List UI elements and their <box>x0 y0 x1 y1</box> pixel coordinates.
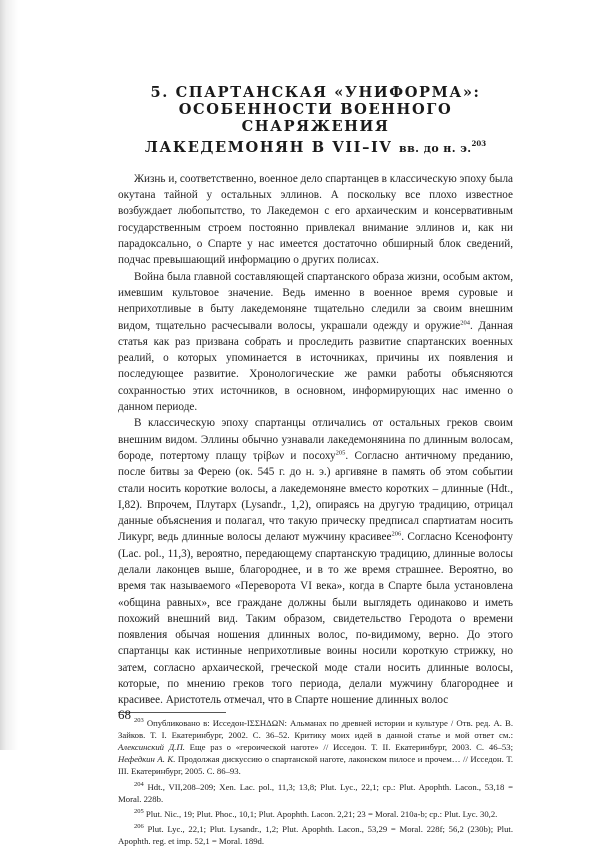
footnote-number-204: 204 <box>134 780 144 788</box>
paragraph-3-part-a: В классическую эпоху спартанцы отличались от остальных греков своим внешним видом. Эллины обычно узнавали лакедемонянина по длинным волосам, бороде, потертому плащу τρίβων и посоху <box>118 417 513 462</box>
article-body <box>118 171 513 709</box>
footnote-divider <box>118 712 226 713</box>
footnote-203 <box>118 717 513 778</box>
heading-line-3-main: ЛАКЕДЕМОНЯН В VII–IV <box>144 138 393 156</box>
footnote-204-text: Hdt., VII,208–209; Xen. Lac. pol., 11,3; 13,8; Plut. Lyc., 22,1; ср.: Plut. Apophth. Lacon., 53,18 = Moral. 228b. <box>118 781 514 804</box>
footnote-number-205: 205 <box>134 808 144 816</box>
footnote-205-text: Plut. Nic., 19; Plut. Phoc., 10,1; Plut. Apophth. Lacon. 2,21; 23 = Moral. 210a-b; ср.: Plut. Lyc. 30,2. <box>145 809 498 820</box>
footnote-206-text: Plut. Lyc., 22,1; Plut. Lysandr., 1,2; Plut. Apophth. Lacon., 53,29 = Moral. 228f; 56,2 (230b); Plut. Apophth. reg. et imp. 52,1 = Moral. 189d. <box>118 824 513 847</box>
footnote-206 <box>118 823 513 847</box>
paragraph-3-part-c: . Согласно Ксенофонту (Lac. pol., 11,3), вероятно, передающему спартанскую традицию, длинные волосы делали лаконцев выше, благороднее, и в то же время страшнее. Вероятно, во время так называемого «Переворота VI века», когда в Спарте была установлена «община равных», все граждане должны были выглядеть одинаково и иметь похожий внешний вид. Таким образом, свидетельство Геродота о времени появления обычая ношения длинных волос, по-видимому, верно. До этого спартанцы как истинные неприхотливые воины носили короткую стрижку, но затем, согласно архаической, греческой моде стали носить длинные волосы, которые, по мнению греков того периода, делали мужчину благороднее и красивее. Аристотель отмечал, что в Спарте ношение длинных волос <box>118 531 514 707</box>
footnote-204 <box>118 781 513 805</box>
chapter-heading <box>118 84 513 157</box>
footnotes <box>118 717 513 848</box>
paragraph-2-part-a: Война была главной составляющей спартанского образа жизни, особым актом, имевшим культовое значение. Ведь именно в военное время суровые и неприхотливые в быту лакедемоняне тщательно следили за своим внешним видом, тщательно расчесывали волосы, украшали одежду и оружие <box>118 270 513 332</box>
footnote-203-author-2: Нефедкин А. К. <box>118 754 176 765</box>
footnote-203-author-1: Алексинский Д.П. <box>118 742 185 753</box>
heading-line-1: 5. СПАРТАНСКАЯ «УНИФОРМА»: <box>150 84 481 101</box>
heading-line-2: ОСОБЕННОСТИ ВОЕННОГО СНАРЯЖЕНИЯ <box>178 101 453 135</box>
heading-footnote-ref: 203 <box>471 139 487 148</box>
heading-line-3 <box>118 135 513 157</box>
paragraph-2 <box>118 269 513 416</box>
footnote-205 <box>118 808 513 820</box>
footnote-ref-206: 206 <box>391 530 402 538</box>
footnote-number-203: 203 <box>134 716 144 724</box>
footnote-203-text-c: Еще раз о «героической наготе» // Исседон. Т. II. Екатеринбург, 2003. С. 46–53; <box>184 742 513 753</box>
footnote-203-text-e: Продолжая дискуссию о спартанской наготе, лаконском пилосе и прочем… // Исседон. Т. III. Екатеринбург, 2005. С. 86–93. <box>118 754 513 777</box>
heading-line-3-small: вв. до н. э. <box>399 141 472 155</box>
paragraph-2-part-b: . Данная статья как раз призвана собрать и проследить развитие спартанских военных реалий, о которых упоминается в источниках, причины их появления и последующее развитие. Хронологические же рамки работы объясняются сохранностью этих источников, в основном, информирующих нас именно о данном периоде. <box>118 319 513 414</box>
footnote-ref-204: 204 <box>460 318 470 326</box>
footnote-203-text-a: Опубликовано в: Исседон-ΙΣΣΗΔΩΝ: Альманах по древней истории и культуре / Отв. ред. А. В. Зайков. Т. I. Екатеринбург, 2002. С. 36–52. Критику моих идей в данной статье и мой ответ см.: <box>118 717 514 740</box>
paragraph-3-part-b: . Согласно античному преданию, после битвы за Ферею (ок. 545 г. до н. э.) аргивяне в память об этом событии стали носить короткие волосы, а лакедемоняне вместо коротких – длинные (Hdt., I,82). Впрочем, Плутарх (Lysandr., 1,2), опираясь на другую традицию, отрицал данные объяснения и полагал, что такую прическу предписал спартиатам носить Ликург, ведь длинные волосы делают мужчину красивее <box>118 449 513 544</box>
paragraph-1: Жизнь и, соответственно, военное дело спартанцев в классическую эпоху была окутана тайной у остальных эллинов. А поскольку все плохо известное возбуждает любопытство, то Лакедемон с его архаическим и консервативным государственным строем постоянно привлекал внимание эллинов и, как ни парадоксально, о Спарте у нас имеется достаточно обширный блок сведений, подчас превышающий информацию о других полисах. <box>118 172 513 267</box>
page-content <box>118 84 513 851</box>
page-number: 68 <box>118 707 131 722</box>
paragraph-3 <box>118 415 513 708</box>
footnote-ref-205: 205 <box>335 449 346 457</box>
footnote-number-206: 206 <box>134 823 144 831</box>
